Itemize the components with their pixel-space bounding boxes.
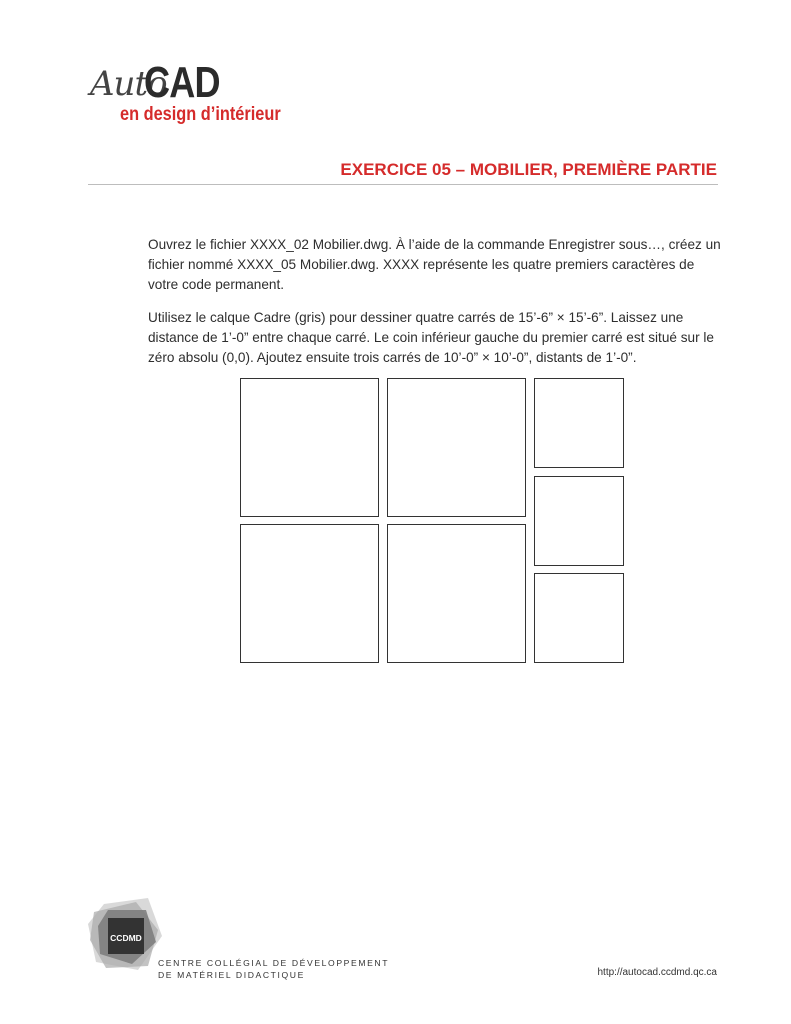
large-square-top-left	[240, 378, 379, 517]
organization-name-line-1: CENTRE COLLÉGIAL DE DÉVELOPPEMENT	[158, 958, 390, 968]
large-square-bottom-middle	[387, 524, 526, 663]
large-square-bottom-left	[240, 524, 379, 663]
ccdmd-logo-text: CCDMD	[110, 933, 142, 943]
autocad-logo	[88, 54, 288, 134]
exercise-title: EXERCICE 05 – MOBILIER, PREMIÈRE PARTIE	[340, 160, 717, 179]
instruction-paragraph-2: Utilisez le calque Cadre (gris) pour dessiner quatre carrés de 15’-6” × 15’-6”. Laissez une distance de 1’-0” entre chaque carré. Le coin inférieur gauche du premier carré est situé sur le zéro absolu (0,0). Ajoutez ensuite trois carrés de 10’-0” × 10’-0”, distants de 1’-0”.	[148, 310, 714, 365]
logo-cad-text: CAD	[144, 58, 220, 107]
logo-subtitle: en design d’intérieur	[120, 104, 281, 125]
small-square-bottom	[534, 573, 624, 663]
small-square-middle	[534, 476, 624, 566]
logo-auto-text: Auto	[90, 64, 167, 104]
website-link[interactable]: http://autocad.ccdmd.qc.ca	[597, 967, 717, 978]
header-divider	[88, 184, 718, 185]
small-square-top	[534, 378, 624, 468]
organization-name-line-2: DE MATÉRIEL DIDACTIQUE	[158, 970, 305, 980]
large-square-top-middle	[387, 378, 526, 517]
ccdmd-logo	[86, 896, 166, 972]
ccdmd-logo-icon	[86, 896, 166, 972]
instruction-paragraph-1: Ouvrez le fichier XXXX_02 Mobilier.dwg. À l’aide de la commande Enregistrer sous…, créez un fichier nommé XXXX_05 Mobilier.dwg. XXXX représente les quatre premiers caractères de votre code permanent.	[148, 237, 721, 292]
